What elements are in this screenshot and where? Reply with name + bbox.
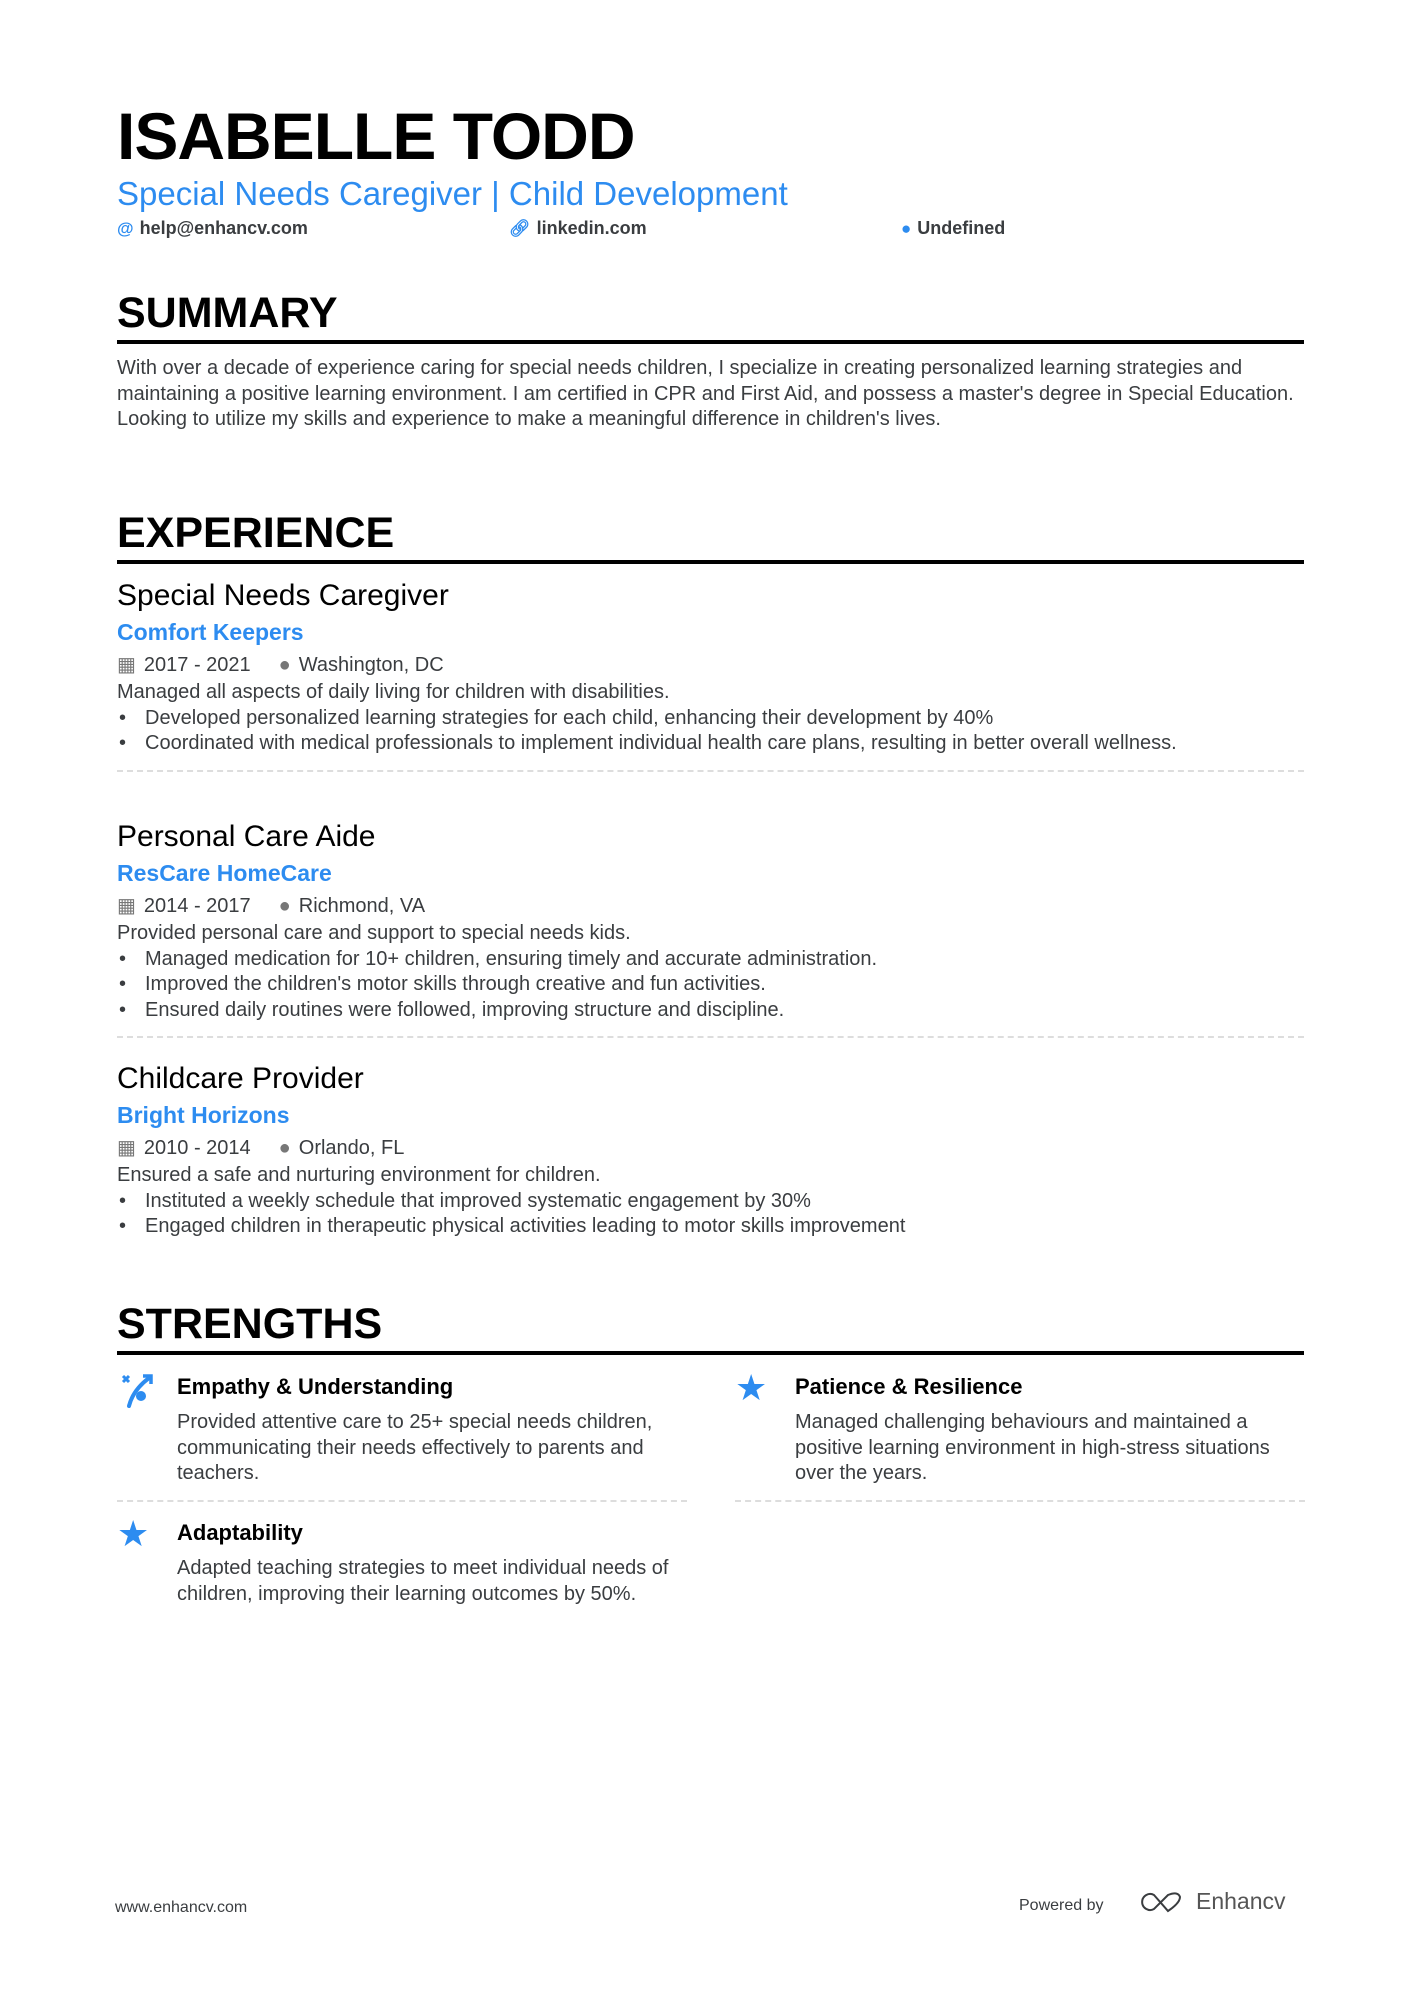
job-description: Managed all aspects of daily living for children with disabilities.	[117, 681, 670, 703]
divider	[117, 1500, 687, 1502]
location-text: Undefined	[917, 218, 1006, 238]
brand-name: Enhancv	[1196, 1888, 1286, 1914]
calendar-icon: ▦	[117, 1137, 136, 1159]
job-entry	[117, 1061, 1304, 1240]
bullet: • Improved the children's motor skills through creative and fun activities.	[117, 972, 1304, 998]
job-description: Ensured a safe and nurturing environment for children.	[117, 1164, 601, 1186]
bullet: • Instituted a weekly schedule that improved systematic engagement by 30%	[117, 1189, 1304, 1215]
contact-email[interactable]	[117, 218, 308, 239]
strength-item	[117, 1370, 687, 1502]
strength-text: Managed challenging behaviours and maintained a positive learning environment in high-stress situations over the years.	[795, 1411, 1270, 1485]
email-text: help@enhancv.com	[139, 218, 308, 238]
contact-bar	[117, 218, 1304, 242]
strength-title: Empathy & Understanding	[177, 1374, 454, 1399]
company-name: Comfort Keepers	[117, 619, 304, 645]
divider	[735, 1500, 1305, 1502]
bullet: • Ensured daily routines were followed, improving structure and discipline.	[117, 998, 1304, 1024]
company-name: ResCare HomeCare	[117, 860, 332, 886]
job-dates: 2010 - 2014	[143, 1137, 251, 1159]
job-bullets	[117, 1189, 1304, 1240]
location-pin-icon: ●	[278, 1137, 291, 1159]
enhancv-logo[interactable]	[1138, 1888, 1286, 1915]
summary-heading: SUMMARY	[117, 288, 1304, 344]
candidate-name: ISABELLE TODD	[117, 99, 635, 173]
bullet: • Managed medication for 10+ children, ensuring timely and accurate administration.	[117, 947, 1304, 973]
star-icon: ★	[735, 1367, 768, 1408]
bullet: • Coordinated with medical professionals to implement individual health care plans, resulting in better overall wellness.	[117, 731, 1304, 757]
strength-item	[117, 1513, 687, 1607]
job-dates: 2017 - 2021	[143, 654, 251, 676]
company-name: Bright Horizons	[117, 1102, 290, 1128]
star-icon: ★	[117, 1513, 150, 1554]
job-location: Orlando, FL	[298, 1137, 405, 1159]
bullet: • Developed personalized learning strategies for each child, enhancing their development by 40%	[117, 706, 1304, 732]
divider	[117, 1036, 1304, 1038]
link-icon: 🔗︎	[509, 218, 531, 238]
strength-text: Provided attentive care to 25+ special needs children, communicating their needs effectively to parents and teachers.	[177, 1411, 653, 1485]
candidate-title: Special Needs Caregiver | Child Development	[117, 175, 788, 212]
location-pin-icon: ●	[278, 895, 291, 917]
strength-title: Adaptability	[177, 1520, 303, 1545]
experience-heading: EXPERIENCE	[117, 508, 1304, 564]
summary-text: With over a decade of experience caring for special needs children, I specialize in creating personalized learning strategies and maintaining a positive learning environment. I am certified in CPR and First Aid, and possess a master's degree in Special Education. Looking to utilize my skills and experience to make a meaningful difference in children's lives.	[117, 357, 1294, 431]
strength-title: Patience & Resilience	[795, 1374, 1023, 1399]
divider	[117, 770, 1304, 772]
job-entry	[117, 578, 1304, 772]
strength-item	[735, 1367, 1305, 1502]
contact-location	[901, 218, 1005, 239]
job-location: Richmond, VA	[298, 895, 426, 917]
location-icon: ●	[901, 218, 912, 238]
location-pin-icon: ●	[278, 654, 291, 676]
job-location: Washington, DC	[298, 654, 444, 676]
calendar-icon: ▦	[117, 654, 136, 676]
job-dates: 2014 - 2017	[143, 895, 251, 917]
job-bullets	[117, 947, 1304, 1024]
job-title: Special Needs Caregiver	[117, 579, 449, 612]
at-icon: @	[117, 218, 134, 238]
job-entry	[117, 819, 1304, 1038]
strength-text: Adapted teaching strategies to meet individual needs of children, improving their learning outcomes by 50%.	[177, 1557, 669, 1605]
strategy-icon	[117, 1370, 157, 1410]
job-description: Provided personal care and support to special needs kids.	[117, 922, 631, 944]
linkedin-text: linkedin.com	[536, 218, 647, 238]
calendar-icon: ▦	[117, 895, 136, 917]
bullet: • Engaged children in therapeutic physical activities leading to motor skills improvement	[117, 1214, 1304, 1240]
contact-linkedin[interactable]	[509, 218, 647, 239]
strengths-heading: STRENGTHS	[117, 1299, 1304, 1355]
job-title: Childcare Provider	[117, 1062, 364, 1095]
footer-powered-by: Powered by	[1019, 1897, 1104, 1914]
job-bullets	[117, 706, 1304, 757]
footer-website[interactable]: www.enhancv.com	[115, 1899, 248, 1916]
job-title: Personal Care Aide	[117, 820, 376, 853]
enhancv-logo-icon	[1138, 1889, 1184, 1915]
